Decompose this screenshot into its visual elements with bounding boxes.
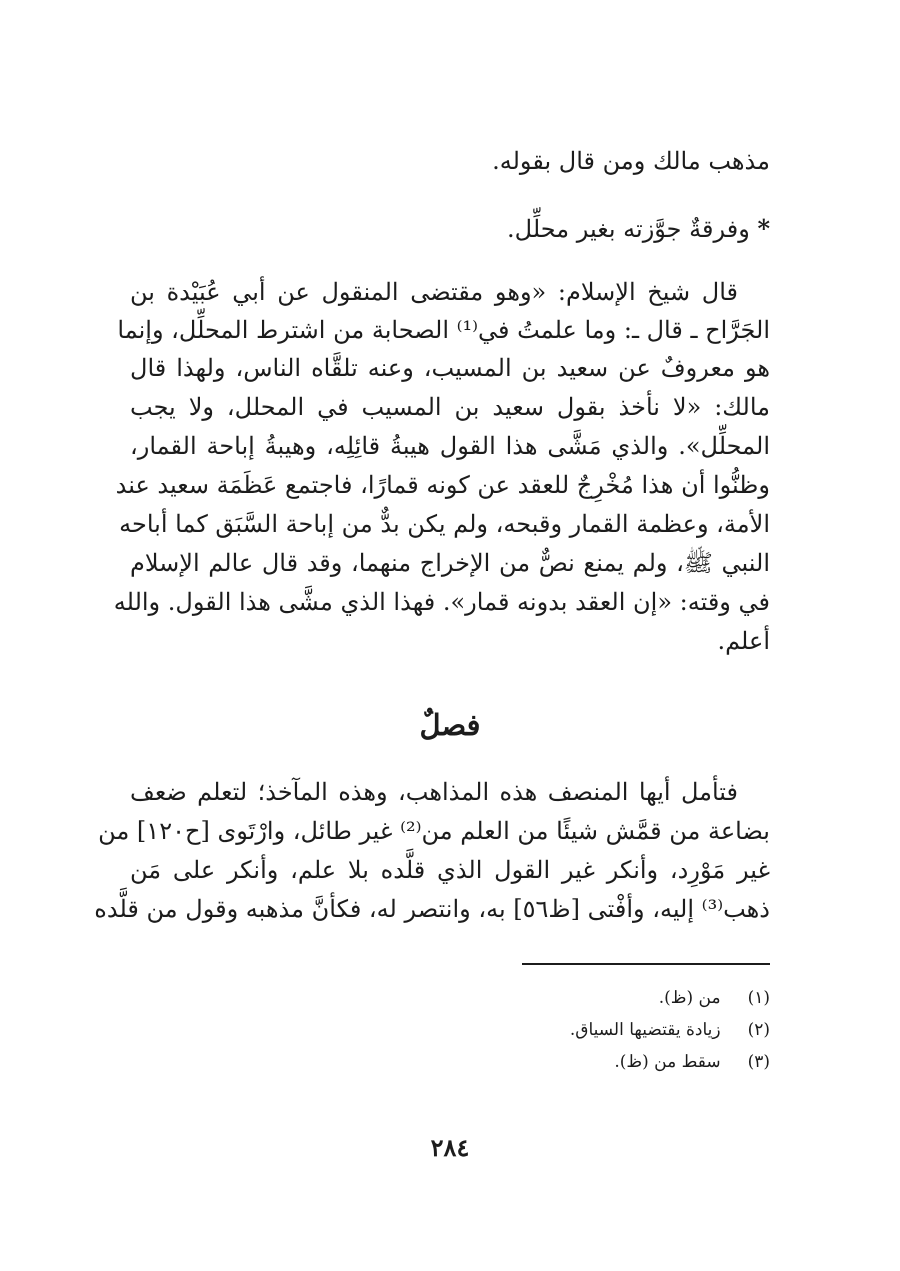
paragraph-line: مالك: «لا نأخذ بقول سعيد بن المسيب في المحلل، ولا يجب <box>130 393 770 421</box>
footnote-item <box>614 1047 770 1077</box>
paragraph-line: غير مَوْرِد، وأنكر غير القول الذي قلَّده بلا علم، وأنكر على مَن <box>130 856 770 884</box>
footnote-text: سقط من (ظ). <box>614 1052 721 1072</box>
paragraph-line: قال شيخ الإسلام: «وهو مقتضى المنقول عن أبي عُبَيْدة بن <box>130 278 738 306</box>
footnote-text: من (ظ). <box>658 988 721 1008</box>
footnote-item <box>570 1015 770 1045</box>
paragraph-line: هو معروفٌ عن سعيد بن المسيب، وعنه تلقَّاه الناس، ولهذا قال <box>130 354 770 382</box>
paragraph-line: وظنُّوا أن هذا مُخْرِجٌ للعقد عن كونه قمارًا، فاجتمع عَظَمَة سعيد عند <box>115 471 770 499</box>
page-number: ٢٨٤ <box>430 1133 470 1162</box>
paragraph-line: بضاعة من قمَّش شيئًا من العلم من⁽²⁾ غير طائل، وارْتَوى [ح١٢٠] من <box>98 817 770 845</box>
bullet-star: * <box>757 214 770 243</box>
bullet-text: وفرقةٌ جوَّزته بغير محلِّل. <box>507 215 750 243</box>
section-heading: فصلٌ <box>419 708 481 742</box>
paragraph-line: الجَرَّاح ـ قال ـ: وما علمتُ في⁽¹⁾ الصحابة من اشترط المحلِّل، وإنما <box>117 316 770 344</box>
continuation-line: مذهب مالك ومن قال بقوله. <box>492 147 770 175</box>
footnote-divider <box>522 963 770 965</box>
bullet-line <box>507 210 770 248</box>
footnote-number: (٣) <box>747 1052 770 1072</box>
footnote-number: (٢) <box>747 1020 770 1040</box>
paragraph-line: الأمة، وعظمة القمار وقبحه، ولم يكن بدٌّ من إباحة السَّبَق كما أباحه <box>119 510 770 538</box>
footnote-number: (١) <box>747 988 770 1008</box>
paragraph-line: فتأمل أيها المنصف هذه المذاهب، وهذه المآخذ؛ لتعلم ضعف <box>130 778 738 806</box>
footnote-text: زيادة يقتضيها السياق. <box>569 1020 721 1040</box>
paragraph-line: النبي ﷺ، ولم يمنع نصٌّ من الإخراج منهما، وقد قال عالم الإسلام <box>130 549 770 577</box>
paragraph-line: أعلم. <box>717 627 770 655</box>
paragraph-line: ذهب⁽³⁾ إليه، وأفْتى [ظ٥٦] به، وانتصر له، فكأنَّ مذهبه وقول من قلَّده <box>94 895 770 923</box>
paragraph-line: المحلِّل». والذي مَشَّى هذا القول هيبةُ قائِلِه، وهيبةُ إباحة القمار، <box>130 432 770 460</box>
paragraph-line: في وقته: «إن العقد بدونه قمار». فهذا الذي مشَّى هذا القول. والله <box>113 588 770 616</box>
footnote-item <box>659 983 770 1013</box>
